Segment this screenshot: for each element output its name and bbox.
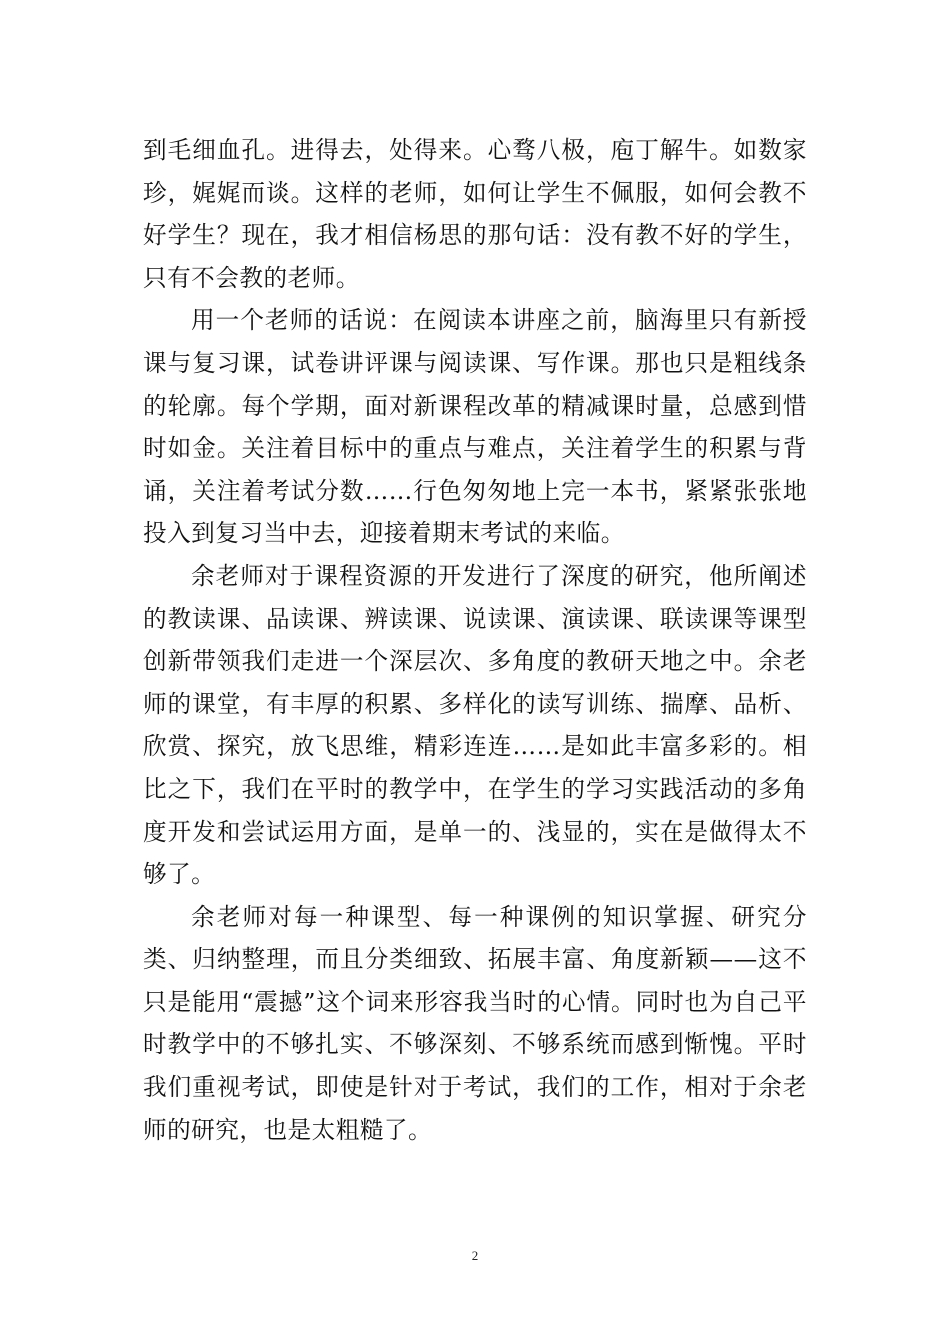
paragraph-continuation: 到毛细血孔。进得去，处得来。心骛八极，庖丁解牛。如数家珍，娓娓而谈。这样的老师，如何让学生不佩服，如何会教不好学生？现在，我才相信杨思的那句话：没有教不好的学生，只有不会教的老师。: [143, 136, 807, 292]
body-text: [143, 129, 807, 1151]
paragraph-2: 用一个老师的话说：在阅读本讲座之前，脑海里只有新授课与复习课，试卷讲评课与阅读课、写作课。那也只是粗线条的轮廓。每个学期，面对新课程改革的精减课时量，总感到惜时如金。关注着目标中的重点与难点，关注着学生的积累与背诵，关注着考试分数……行色匆匆地上完一本书，紧紧张张地投入到复习当中去，迎接着期末考试的来临。: [143, 306, 807, 548]
page-number: 2: [471, 1248, 479, 1263]
paragraph-3: 余老师对于课程资源的开发进行了深度的研究，他所阐述的教读课、品读课、辨读课、说读课、演读课、联读课等课型创新带领我们走进一个深层次、多角度的教研天地之中。余老师的课堂，有丰厚的积累、多样化的读写训练、揣摩、品析、欣赏、探究，放飞思维，精彩连连……是如此丰富多彩的。相比之下，我们在平时的教学中，在学生的学习实践活动的多角度开发和尝试运用方面，是单一的、浅显的，实在是做得太不够了。: [143, 561, 807, 889]
paragraph-4: 余老师对每一种课型、每一种课例的知识掌握、研究分类、归纳整理，而且分类细致、拓展丰富、角度新颖——这不只是能用“震撼”这个词来形容我当时的心情。同时也为自己平时教学中的不够扎实、不够深刻、不够系统而感到惭愧。平时我们重视考试，即使是针对于考试，我们的工作，相对于余老师的研究，也是太粗糙了。: [143, 902, 807, 1144]
